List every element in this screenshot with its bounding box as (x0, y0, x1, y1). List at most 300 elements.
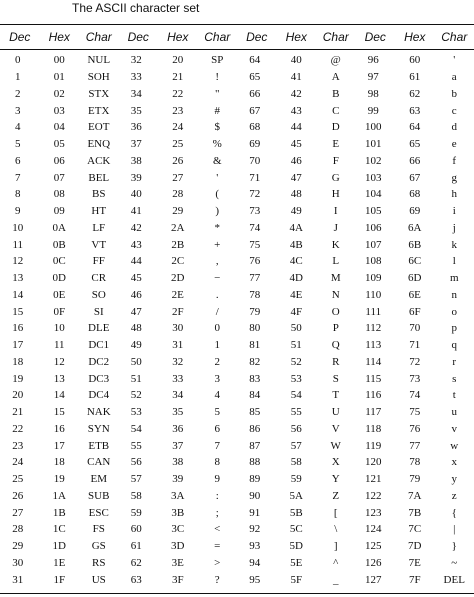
cell-dec: 36 (130, 121, 142, 134)
cell-char: ( (215, 188, 220, 201)
cell-hex: 77 (409, 439, 421, 452)
cell-char: i (452, 205, 456, 218)
cell-dec: 65 (249, 71, 261, 84)
cell-char: d (451, 121, 457, 134)
cell-char: SUB (88, 489, 110, 502)
top-rule (0, 24, 474, 25)
cell-hex: 1D (52, 540, 66, 553)
cell-char: S (332, 372, 339, 385)
cell-hex: 02 (53, 87, 65, 100)
cell-hex: 60 (409, 54, 421, 67)
cell-char: SO (91, 288, 106, 301)
cell-dec: 127 (365, 573, 382, 586)
cell-dec: 126 (365, 556, 382, 569)
cell-dec: 81 (249, 339, 261, 352)
cell-char: M (330, 272, 341, 285)
cell-dec: 16 (12, 322, 24, 335)
cell-dec: 22 (12, 422, 24, 435)
cell-char: B (332, 87, 340, 100)
cell-char: FS (92, 523, 105, 536)
cell-hex: 21 (172, 71, 184, 84)
cell-dec: 33 (130, 71, 142, 84)
cell-hex: 55 (290, 406, 302, 419)
cell-dec: 108 (365, 255, 382, 268)
cell-hex: 01 (53, 71, 65, 84)
cell-hex: 05 (53, 138, 65, 151)
cell-dec: 116 (365, 389, 382, 402)
header-char-4: Char (441, 29, 468, 44)
cell-hex: 4A (289, 221, 303, 234)
cell-dec: 60 (130, 523, 142, 536)
cell-hex: 2C (171, 255, 185, 268)
cell-dec: 2 (15, 87, 21, 100)
cell-char: } (451, 540, 457, 553)
cell-hex: 76 (409, 422, 421, 435)
cell-hex: 38 (172, 456, 184, 469)
cell-char: Q (331, 339, 340, 352)
cell-hex: 2E (171, 288, 184, 301)
cell-hex: 50 (290, 322, 302, 335)
cell-char: [ (333, 506, 338, 519)
cell-dec: 106 (365, 221, 382, 234)
cell-char: NAK (86, 406, 111, 419)
cell-char: O (331, 305, 340, 318)
header-rule (0, 49, 474, 50)
cell-hex: 6B (408, 238, 422, 251)
cell-dec: 78 (249, 288, 261, 301)
cell-dec: 43 (130, 238, 142, 251)
cell-hex: 2D (171, 272, 185, 285)
cell-dec: 27 (12, 506, 24, 519)
cell-char: F (332, 154, 339, 167)
cell-dec: 46 (130, 288, 142, 301)
cell-hex: 61 (409, 71, 421, 84)
cell-dec: 85 (249, 406, 261, 419)
cell-dec: 89 (249, 473, 261, 486)
cell-dec: 26 (12, 489, 24, 502)
cell-char: DEL (443, 573, 465, 586)
cell-dec: 99 (367, 104, 379, 117)
cell-dec: 119 (365, 439, 382, 452)
cell-dec: 18 (12, 355, 24, 368)
cell-dec: 8 (15, 188, 21, 201)
cell-dec: 109 (365, 272, 382, 285)
cell-hex: 51 (290, 339, 302, 352)
cell-char: Y (331, 473, 340, 486)
cell-hex: 2A (171, 221, 185, 234)
cell-char: A (331, 71, 340, 84)
cell-hex: 28 (172, 188, 184, 201)
cell-dec: 94 (249, 556, 261, 569)
cell-hex: 29 (172, 205, 184, 218)
cell-dec: 24 (12, 456, 24, 469)
cell-dec: 102 (365, 154, 382, 167)
cell-char: u (451, 406, 457, 419)
cell-char: g (451, 171, 457, 184)
cell-dec: 66 (249, 87, 261, 100)
cell-char: BEL (88, 171, 110, 184)
cell-hex: 62 (409, 87, 421, 100)
cell-dec: 20 (12, 389, 24, 402)
cell-hex: 6C (408, 255, 422, 268)
cell-char: BS (92, 188, 106, 201)
cell-char: L (332, 255, 340, 268)
cell-hex: 7F (408, 573, 421, 586)
cell-hex: 6D (408, 272, 422, 285)
cell-dec: 7 (15, 171, 21, 184)
cell-dec: 71 (249, 171, 261, 184)
cell-dec: 12 (12, 255, 24, 268)
cell-dec: 88 (249, 456, 261, 469)
cell-hex: 14 (53, 389, 65, 402)
cell-hex: 3C (171, 523, 185, 536)
cell-char: % (212, 138, 222, 151)
cell-dec: 83 (249, 372, 261, 385)
cell-dec: 63 (130, 573, 142, 586)
cell-dec: 107 (365, 238, 382, 251)
cell-char: 2 (214, 355, 220, 368)
cell-char: EM (90, 473, 107, 486)
cell-hex: 46 (290, 154, 302, 167)
cell-char: s (452, 372, 457, 385)
cell-dec: 112 (365, 322, 382, 335)
cell-dec: 13 (12, 272, 24, 285)
cell-char: ENQ (87, 138, 111, 151)
cell-dec: 29 (12, 540, 24, 553)
header-char-2: Char (204, 29, 231, 44)
cell-dec: 49 (130, 339, 142, 352)
cell-char: ] (333, 540, 338, 553)
cell-dec: 3 (15, 104, 21, 117)
cell-char: 1 (214, 339, 220, 352)
cell-hex: 0A (52, 221, 66, 234)
cell-dec: 35 (130, 104, 142, 117)
cell-hex: 3A (171, 489, 185, 502)
cell-char: X (331, 456, 340, 469)
cell-dec: 123 (365, 506, 382, 519)
cell-hex: 32 (172, 355, 184, 368)
cell-dec: 110 (365, 288, 382, 301)
cell-char: e (451, 138, 457, 151)
cell-char: U (331, 406, 340, 419)
cell-dec: 47 (130, 305, 142, 318)
cell-char: ; (215, 506, 219, 519)
cell-hex: 3B (171, 506, 185, 519)
cell-dec: 44 (130, 255, 142, 268)
cell-char: CAN (87, 456, 111, 469)
cell-hex: 4E (290, 288, 303, 301)
cell-dec: 28 (12, 523, 24, 536)
cell-hex: 17 (53, 439, 65, 452)
cell-dec: 84 (249, 389, 261, 402)
cell-char: − (214, 272, 221, 285)
cell-dec: 51 (130, 372, 142, 385)
cell-char: 7 (214, 439, 220, 452)
cell-char: SYN (87, 422, 110, 435)
cell-dec: 50 (130, 355, 142, 368)
cell-char: \ (334, 523, 338, 536)
cell-dec: 45 (130, 272, 142, 285)
cell-hex: 0E (53, 288, 66, 301)
header-dec-4: Dec (364, 29, 386, 44)
cell-dec: 111 (365, 305, 382, 318)
header-dec-2: Dec (127, 29, 149, 44)
cell-dec: 91 (249, 506, 261, 519)
cell-dec: 39 (130, 171, 142, 184)
cell-char: y (451, 473, 457, 486)
cell-hex: 78 (409, 456, 421, 469)
cell-char: 8 (214, 456, 220, 469)
cell-dec: 75 (249, 238, 261, 251)
cell-hex: 4C (289, 255, 303, 268)
cell-hex: 4B (289, 238, 303, 251)
cell-hex: 24 (172, 121, 184, 134)
cell-hex: 48 (290, 188, 302, 201)
cell-char: r (452, 355, 457, 368)
cell-char: SOH (87, 71, 110, 84)
cell-dec: 14 (12, 288, 24, 301)
cell-char: STX (88, 87, 110, 100)
cell-char: $ (214, 121, 220, 134)
cell-dec: 115 (365, 372, 382, 385)
cell-hex: 22 (172, 87, 184, 100)
cell-hex: 0C (52, 255, 66, 268)
cell-dec: 37 (130, 138, 142, 151)
cell-hex: 4F (290, 305, 303, 318)
cell-dec: 87 (249, 439, 261, 452)
cell-hex: 33 (172, 372, 184, 385)
cell-hex: 63 (409, 104, 421, 117)
cell-hex: 75 (409, 406, 421, 419)
cell-char: ' (216, 171, 219, 184)
cell-dec: 62 (130, 556, 142, 569)
cell-hex: 19 (53, 473, 65, 486)
cell-char: a (451, 71, 457, 84)
cell-hex: 58 (290, 456, 302, 469)
cell-dec: 38 (130, 154, 142, 167)
cell-dec: 57 (130, 473, 142, 486)
cell-hex: 69 (409, 205, 421, 218)
cell-hex: 5B (289, 506, 303, 519)
cell-dec: 31 (12, 573, 24, 586)
cell-hex: 37 (172, 439, 184, 452)
cell-dec: 97 (367, 71, 379, 84)
cell-hex: 31 (172, 339, 184, 352)
cell-char: DLE (88, 322, 110, 335)
cell-hex: 18 (53, 456, 65, 469)
cell-hex: 1B (52, 506, 66, 519)
cell-char: HT (91, 205, 107, 218)
cell-hex: 27 (172, 171, 184, 184)
cell-hex: 53 (290, 372, 302, 385)
cell-hex: 26 (172, 154, 184, 167)
cell-dec: 42 (130, 221, 142, 234)
cell-hex: 5F (290, 573, 303, 586)
cell-dec: 9 (15, 205, 21, 218)
cell-char: * (214, 221, 220, 234)
cell-hex: 41 (290, 71, 302, 84)
cell-char: Z (332, 489, 340, 502)
cell-dec: 105 (365, 205, 382, 218)
cell-dec: 34 (130, 87, 142, 100)
cell-hex: 35 (172, 406, 184, 419)
cell-hex: 73 (409, 372, 421, 385)
cell-char: w (450, 439, 459, 452)
cell-dec: 48 (130, 322, 142, 335)
cell-dec: 52 (130, 389, 142, 402)
cell-hex: 0D (52, 272, 66, 285)
cell-char: # (214, 104, 220, 117)
cell-dec: 69 (249, 138, 261, 151)
cell-hex: 59 (290, 473, 302, 486)
cell-char: v (451, 422, 457, 435)
cell-dec: 103 (365, 171, 382, 184)
cell-hex: 36 (172, 422, 184, 435)
cell-hex: 09 (53, 205, 65, 218)
cell-hex: 04 (53, 121, 65, 134)
cell-char: J (333, 221, 338, 234)
cell-char: EOT (88, 121, 110, 134)
cell-char: ? (214, 573, 220, 586)
cell-char: 6 (214, 422, 220, 435)
cell-hex: 34 (172, 389, 184, 402)
cell-dec: 93 (249, 540, 261, 553)
cell-hex: 1C (52, 523, 66, 536)
cell-char: o (451, 305, 457, 318)
cell-dec: 67 (249, 104, 261, 117)
cell-hex: 7D (408, 540, 422, 553)
cell-char: SI (93, 305, 104, 318)
cell-hex: 52 (290, 355, 302, 368)
cell-char: 9 (214, 473, 220, 486)
cell-hex: 71 (409, 339, 421, 352)
cell-hex: 1F (53, 573, 66, 586)
cell-char: @ (330, 54, 341, 67)
cell-char: ^ (333, 556, 339, 569)
cell-dec: 5 (15, 138, 21, 151)
cell-hex: 3E (171, 556, 184, 569)
header-row (0, 26, 474, 47)
cell-dec: 23 (12, 439, 24, 452)
cell-dec: 122 (365, 489, 382, 502)
cell-char: " (215, 87, 220, 100)
cell-hex: 15 (53, 406, 65, 419)
cell-dec: 125 (365, 540, 382, 553)
cell-char: W (330, 439, 341, 452)
cell-char: j (452, 221, 456, 234)
cell-char: ETB (88, 439, 110, 452)
cell-hex: 64 (409, 121, 421, 134)
cell-dec: 68 (249, 121, 261, 134)
cell-hex: 6E (408, 288, 421, 301)
header-dec-1: Dec (9, 29, 31, 44)
cell-hex: 08 (53, 188, 65, 201)
cell-dec: 79 (249, 305, 261, 318)
header-char-1: Char (85, 29, 112, 44)
cell-char: ACK (87, 154, 111, 167)
cell-hex: 1A (52, 489, 66, 502)
cell-hex: 5A (289, 489, 303, 502)
cell-dec: 74 (249, 221, 261, 234)
cell-hex: 30 (172, 322, 184, 335)
cell-char: DC2 (88, 355, 110, 368)
cell-char: ~ (451, 556, 458, 569)
cell-dec: 82 (249, 355, 261, 368)
cell-hex: 16 (53, 422, 65, 435)
header-hex-3: Hex (285, 29, 307, 44)
cell-hex: 25 (172, 138, 184, 151)
cell-char: + (214, 238, 221, 251)
cell-char: V (331, 422, 340, 435)
cell-dec: 117 (365, 406, 382, 419)
header-hex-2: Hex (167, 29, 189, 44)
cell-dec: 6 (15, 154, 21, 167)
cell-char: n (451, 288, 457, 301)
cell-hex: 43 (290, 104, 302, 117)
cell-char: LF (92, 221, 106, 234)
cell-hex: 57 (290, 439, 302, 452)
cell-dec: 72 (249, 188, 261, 201)
cell-hex: 2B (171, 238, 185, 251)
cell-hex: 39 (172, 473, 184, 486)
cell-char: VT (91, 238, 107, 251)
cell-char: C (332, 104, 340, 117)
cell-dec: 61 (130, 540, 142, 553)
cell-hex: 23 (172, 104, 184, 117)
cell-char: I (333, 205, 338, 218)
cell-dec: 73 (249, 205, 261, 218)
cell-hex: 7A (408, 489, 422, 502)
cell-dec: 124 (365, 523, 382, 536)
cell-dec: 15 (12, 305, 24, 318)
cell-dec: 95 (249, 573, 261, 586)
cell-char: G (331, 171, 340, 184)
cell-char: ETX (88, 104, 110, 117)
ascii-table-body (0, 52, 474, 588)
cell-dec: 32 (130, 54, 142, 67)
cell-dec: 56 (130, 456, 142, 469)
cell-char: 0 (214, 322, 220, 335)
cell-char: ) (215, 205, 220, 218)
cell-char: RS (92, 556, 106, 569)
cell-char: k (451, 238, 457, 251)
cell-char: m (449, 272, 459, 285)
table-title: The ASCII character set (72, 1, 200, 15)
cell-dec: 104 (365, 188, 382, 201)
cell-dec: 53 (130, 406, 142, 419)
cell-hex: 5C (289, 523, 303, 536)
cell-char: ' (453, 54, 456, 67)
cell-hex: 20 (172, 54, 184, 67)
cell-char: R (332, 355, 340, 368)
cell-dec: 30 (12, 556, 24, 569)
cell-char: p (451, 322, 457, 335)
cell-hex: 42 (290, 87, 302, 100)
cell-dec: 58 (130, 489, 142, 502)
cell-dec: 80 (249, 322, 261, 335)
cell-hex: 13 (53, 372, 65, 385)
cell-hex: 44 (290, 121, 302, 134)
cell-dec: 70 (249, 154, 261, 167)
cell-dec: 21 (12, 406, 24, 419)
cell-dec: 114 (365, 355, 382, 368)
cell-hex: 11 (53, 339, 65, 352)
cell-char: US (91, 573, 106, 586)
cell-hex: 2F (171, 305, 184, 318)
cell-char: f (452, 154, 457, 167)
cell-char: CR (91, 272, 107, 285)
cell-char: T (332, 389, 340, 402)
